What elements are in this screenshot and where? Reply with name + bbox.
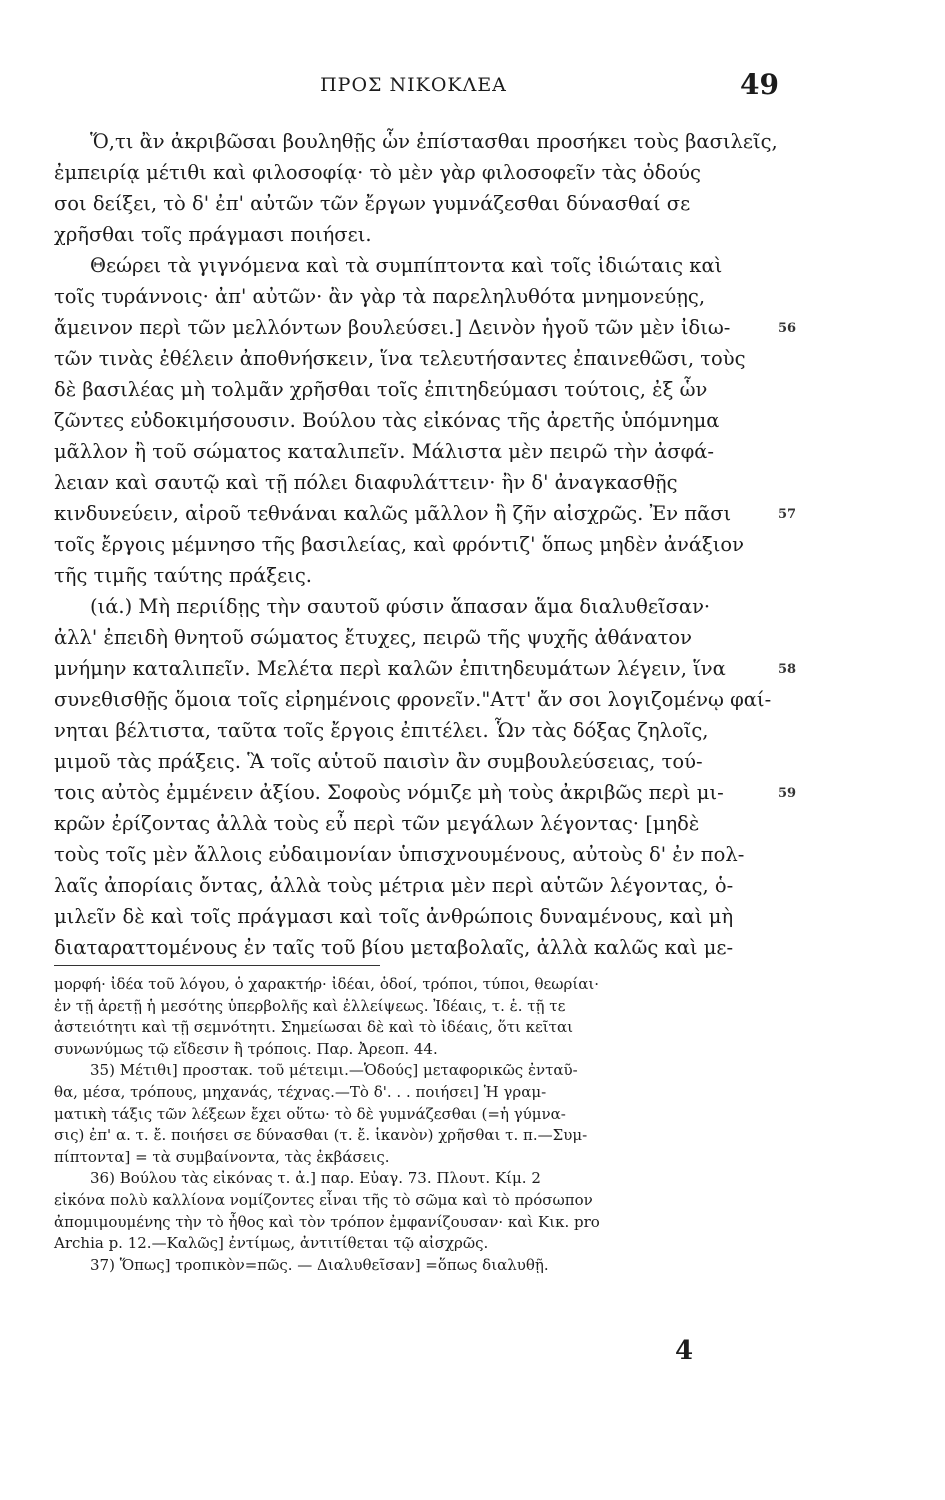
text-line-content: κινδυνεύειν, αἱροῦ τεθνάναι καλῶς μᾶλλον ἢ ζῆν αἰσχρῶς. Ἐν πᾶσι [54,502,732,525]
page-header [54,68,779,104]
footnote-line: 36) Βούλου τὰς εἰκόνας τ. ἀ.] παρ. Εὐαγ. 73. Πλουτ. Κίμ. 2 [90,1169,541,1188]
text-line-with-margin-number [54,312,797,343]
text-line-content: ἄμεινον περὶ τῶν μελλόντων βουλεύσει.] Δεινὸν ἡγοῦ τῶν μὲν ἰδιω- [54,316,731,339]
text-line-with-margin-number [54,777,797,808]
footnote-line: σις) ἐπ' α. τ. ἔ. ποιήσει σε δύνασθαι (τ. ἔ. ἱκανὸν) χρῆσθαι τ. π.—Συμ- [54,1126,588,1145]
footnote-line: 35) Μέτιθι] προστακ. τοῦ μέτειμι.—Ὁδούς] μεταφορικῶς ἐνταῦ- [90,1061,578,1080]
text-line: μᾶλλον ἢ τοῦ σώματος καταλιπεῖν. Μάλιστα μὲν πειρῶ τὴν ἀσφά- [54,440,714,463]
margin-section-number: 59 [778,786,797,801]
footnote-line: ματικὴ τάξις τῶν λέξεων ἔχει οὕτω· τὸ δὲ γυμνάζεσθαι (=ἡ γύμνα- [54,1104,566,1123]
text-line: μιλεῖν δὲ καὶ τοῖς πράγμασι καὶ τοῖς ἀνθρώποις δυναμένους, καὶ μὴ [54,905,734,928]
text-line: συνεθισθῇς ὅμοια τοῖς εἰρημένοις φρονεῖν."Αττ' ἄν σοι λογιζομένῳ φαί- [54,688,772,711]
page-number: 49 [740,68,779,101]
footnote-line: ἀπομιμουμένης τὴν τὸ ἦθος καὶ τὸν τρόπον ἐμφανίζουσαν· καὶ Κικ. pro [54,1212,600,1231]
running-title: ΠΡΟΣ ΝΙΚΟΚΛΕΑ [320,74,507,96]
footnote-line: Archia p. 12.—Καλῶς] ἐντίμως, ἀντιτίθεται τῷ αἰσχρῶς. [54,1234,489,1253]
footnote-line: μορφή· ἰδέα τοῦ λόγου, ὁ χαρακτήρ· ἰδέαι, ὁδοί, τρόποι, τύποι, θεωρίαι· [54,975,600,993]
text-line: τοῖς τυράννοις· ἀπ' αὐτῶν· ἂν γὰρ τὰ παρεληλυθότα μνημονεύῃς, [54,285,706,308]
text-line: λαῖς ἀπορίαις ὄντας, ἀλλὰ τοὺς μέτρια μὲν περὶ αὑτῶν λέγοντας, ὁ- [54,874,734,897]
text-line: τοὺς τοῖς μὲν ἄλλοις εὐδαιμονίαν ὑπισχνουμένους, αὐτοὺς δ' ἐν πολ- [54,843,745,866]
text-line: νηται βέλτιστα, ταῦτα τοῖς ἔργοις ἐπιτέλει. Ὧν τὰς δόξας ζηλοῖς, [54,719,709,742]
text-line: Θεώρει τὰ γιγνόμενα καὶ τὰ συμπίπτοντα καὶ τοῖς ἰδιώταις καὶ [90,254,723,277]
footnote-line: ἐν τῇ ἀρετῇ ἡ μεσότης ὑπερβολῆς καὶ ἐλλείψεως. Ἰδέαις, τ. ἑ. τῇ τε [54,996,566,1015]
footnote-line: εἰκόνα πολὺ καλλίονα νομίζοντες εἶναι τῆς τὸ σῶμα καὶ τὸ πρόσωπον [54,1190,593,1209]
text-line: τῶν τινὰς ἐθέλειν ἀποθνήσκειν, ἵνα τελευτήσαντες ἐπαινεθῶσι, τοὺς [54,347,746,370]
footnotes [54,974,770,1276]
signature-mark: 4 [675,1336,694,1366]
text-line-content: μνήμην καταλιπεῖν. Μελέτα περὶ καλῶν ἐπιτηδευμάτων λέγειν, ἵνα [54,657,726,680]
text-line: μιμοῦ τὰς πράξεις. Ἃ τοῖς αὑτοῦ παισὶν ἂν συμβουλεύσειας, τού- [54,750,703,773]
text-line: ζῶντες εὐδοκιμήσουσιν. Βούλου τὰς εἰκόνας τῆς ἀρετῆς ὑπόμνημα [54,409,720,432]
footnote-line: συνωνύμως τῷ εἴδεσιν ἢ τρόποις. Παρ. Ἀρεοπ. 44. [54,1039,438,1058]
text-line-with-margin-number [54,653,797,684]
text-line: σοι δείξει, τὸ δ' ἐπ' αὐτῶν τῶν ἔργων γυμνάζεσθαι δύνασθαί σε [54,192,691,215]
text-line: Ὅ,τι ἂν ἀκριβῶσαι βουληθῇς ὧν ἐπίστασθαι προσήκει τοὺς βασιλεῖς, [90,130,778,153]
text-line: τοῖς ἔργοις μέμνησο τῆς βασιλείας, καὶ φρόντιζ' ὅπως μηδὲν ἀνάξιον [54,533,745,556]
text-line: χρῆσθαι τοῖς πράγμασι ποιήσει. [54,223,372,246]
text-line: διαταραττομένους ἐν ταῖς τοῦ βίου μεταβολαῖς, ἀλλὰ καλῶς καὶ με- [54,936,734,959]
footnote-line: θα, μέσα, τρόπους, μηχανάς, τέχνας.—Τὸ δ'. . . ποιήσει] Ἡ γραμ- [54,1082,547,1101]
text-line: δὲ βασιλέας μὴ τολμᾶν χρῆσθαι τοῖς ἐπιτηδεύμασι τούτοις, ἐξ ὧν [54,378,708,401]
text-line-content: τοις αὐτὸς ἐμμένειν ἀξίου. Σοφοὺς νόμιζε μὴ τοὺς ἀκριβῶς περὶ μι- [54,781,724,804]
margin-section-number: 58 [778,662,797,677]
margin-section-number: 56 [778,321,797,336]
text-line: ἐμπειρίᾳ μέτιθι καὶ φιλοσοφίᾳ· τὸ μὲν γὰρ φιλοσοφεῖν τὰς ὁδούς [54,161,701,184]
main-text [54,126,797,963]
footnote-line: πίπτοντα] = τὰ συμβαίνοντα, τὰς ἐκβάσεις. [54,1147,390,1166]
margin-section-number: 57 [778,507,797,522]
text-line: τῆς τιμῆς ταύτης πράξεις. [54,564,312,587]
text-line: (ιά.) Μὴ περιίδῃς τὴν σαυτοῦ φύσιν ἅπασαν ἅμα διαλυθεῖσαν· [90,595,711,618]
footnote-rule [54,965,380,966]
footnote-line: 37) Ὅπως] τροπικὸν=πῶς. — Διαλυθεῖσαν] =ὅπως διαλυθῇ. [90,1255,549,1274]
text-line: ἀλλ' ἐπειδὴ θνητοῦ σώματος ἔτυχες, πειρῶ τῆς ψυχῆς ἀθάνατον [54,626,692,649]
text-line: κρῶν ἐρίζοντας ἀλλὰ τοὺς εὖ περὶ τῶν μεγάλων λέγοντας· [μηδὲ [54,812,700,835]
text-line: λειαν καὶ σαυτῷ καὶ τῇ πόλει διαφυλάττειν· ἢν δ' ἀναγκασθῇς [54,471,678,494]
footnote-line: ἀστειότητι καὶ τῇ σεμνότητι. Σημείωσαι δὲ καὶ τὸ ἰδέαις, ὅτι κεῖται [54,1018,573,1037]
text-line-with-margin-number [54,498,797,529]
